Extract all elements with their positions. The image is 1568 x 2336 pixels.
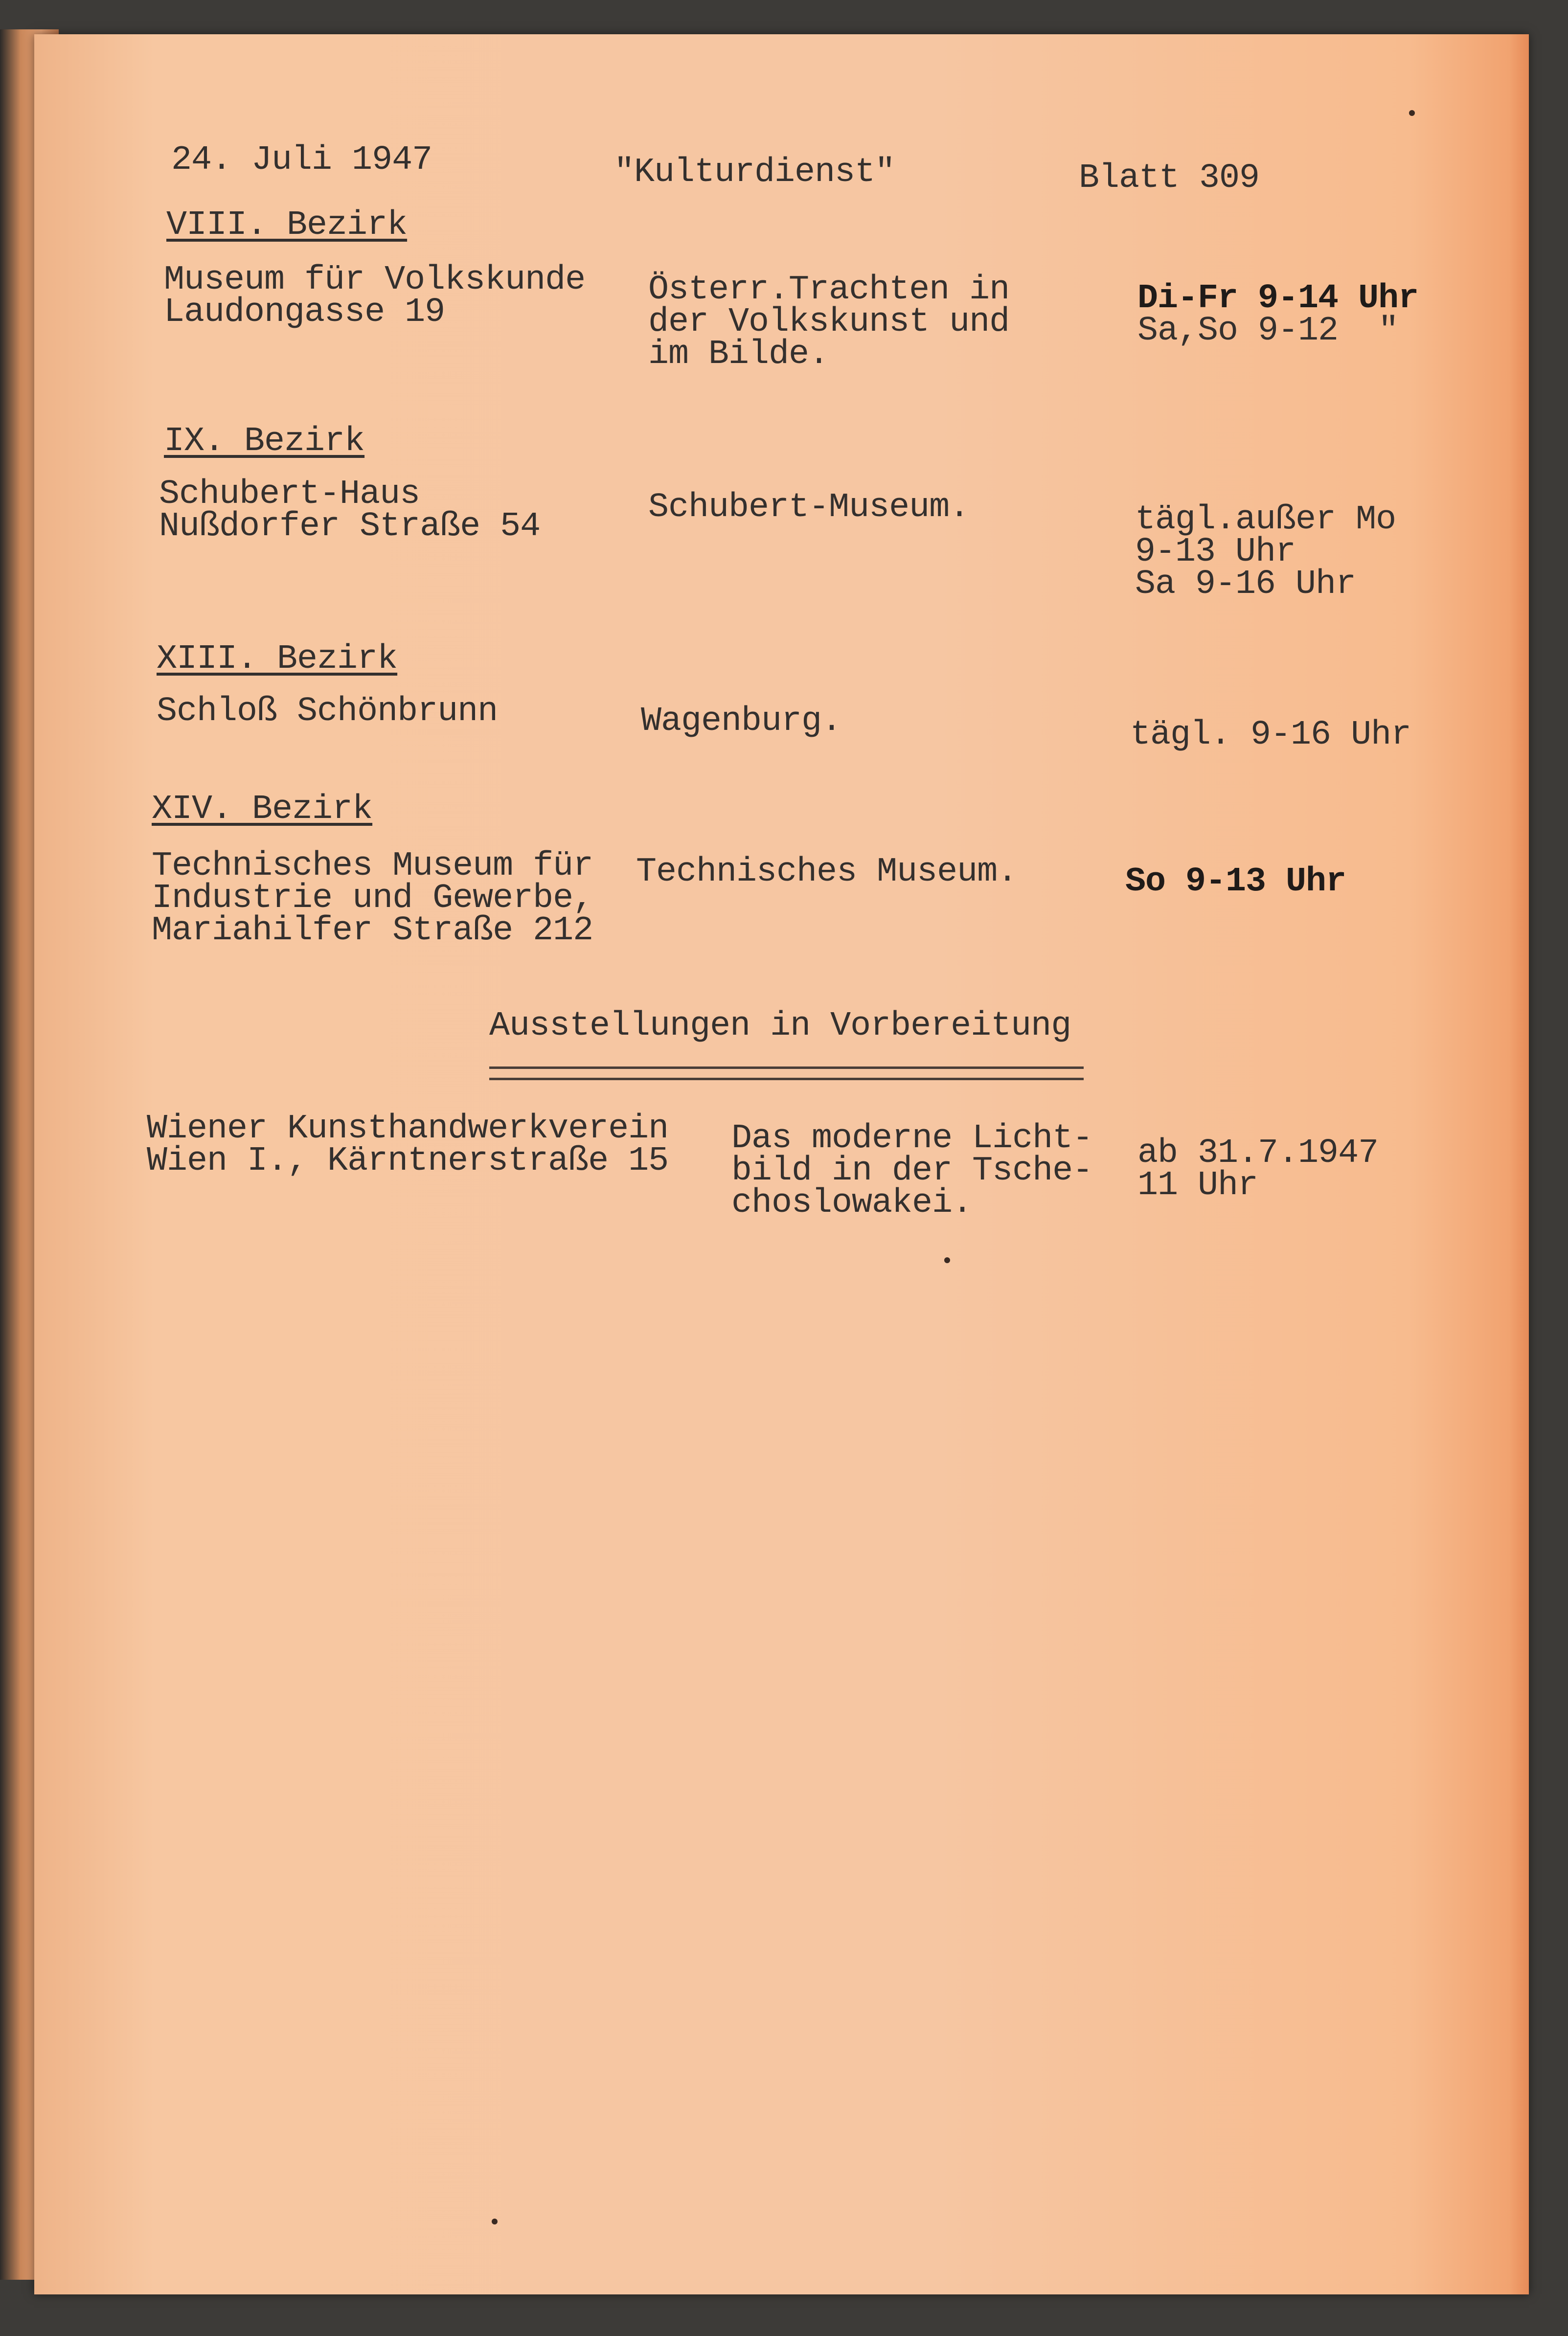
paper-speck — [492, 2219, 498, 2224]
opening-line: 11 Uhr — [1137, 1166, 1258, 1205]
location-line: Technisches Museum für — [152, 847, 593, 885]
location-line: Industrie und Gewerbe, — [152, 879, 593, 918]
exhibition-line: der Volkskunst und — [648, 303, 1010, 341]
location-line: Schloß Schönbrunn — [157, 692, 498, 731]
hours-line: tägl. 9-16 Uhr — [1130, 716, 1411, 754]
header-publication: "Kulturdienst" — [614, 153, 895, 192]
location-line: Nußdorfer Straße 54 — [159, 507, 541, 546]
location-line: Wien I., Kärntnerstraße 15 — [147, 1142, 669, 1180]
hours-line: tägl.außer Mo — [1135, 500, 1396, 539]
exhibition-line: im Bilde. — [648, 335, 829, 374]
district-heading-viii: VIII. Bezirk — [166, 206, 408, 245]
header-sheet: Blatt 309 — [1079, 159, 1260, 198]
double-underline — [489, 1066, 1084, 1080]
hours-line: Di-Fr 9-14 Uhr — [1137, 279, 1419, 318]
hours-line: Sa,So 9-12 " — [1137, 312, 1399, 350]
location-line: Wiener Kunsthandwerkverein — [147, 1110, 669, 1148]
district-heading-ix: IX. Bezirk — [164, 422, 365, 461]
exhibition-line: Schubert-Museum. — [648, 488, 970, 527]
hours-line: 9-13 Uhr — [1135, 533, 1296, 571]
location-line: Museum für Volkskunde — [164, 261, 586, 299]
exhibition-line: Technisches Museum. — [636, 853, 1018, 891]
location-line: Schubert-Haus — [159, 475, 420, 514]
exhibition-line: bild in der Tsche- — [731, 1152, 1093, 1190]
exhibition-line: Das moderne Licht- — [731, 1119, 1093, 1158]
exhibition-line: Wagenburg. — [641, 702, 842, 741]
header-date: 24. Juli 1947 — [171, 141, 432, 180]
opening-line: ab 31.7.1947 — [1137, 1134, 1379, 1173]
paper-speck — [944, 1257, 950, 1263]
paper-speck — [1409, 110, 1415, 116]
district-heading-xiii: XIII. Bezirk — [157, 640, 398, 679]
location-line: Mariahilfer Straße 212 — [152, 911, 593, 950]
district-heading-xiv: XIV. Bezirk — [152, 790, 373, 829]
exhibition-line: Österr.Trachten in — [648, 271, 1010, 309]
preparation-title: Ausstellungen in Vorbereitung — [489, 1007, 1071, 1045]
document-page — [34, 34, 1529, 2294]
exhibition-line: choslowakei. — [731, 1184, 973, 1223]
location-line: Laudongasse 19 — [164, 293, 445, 332]
hours-line: Sa 9-16 Uhr — [1135, 565, 1356, 604]
hours-line: So 9-13 Uhr — [1125, 862, 1346, 901]
